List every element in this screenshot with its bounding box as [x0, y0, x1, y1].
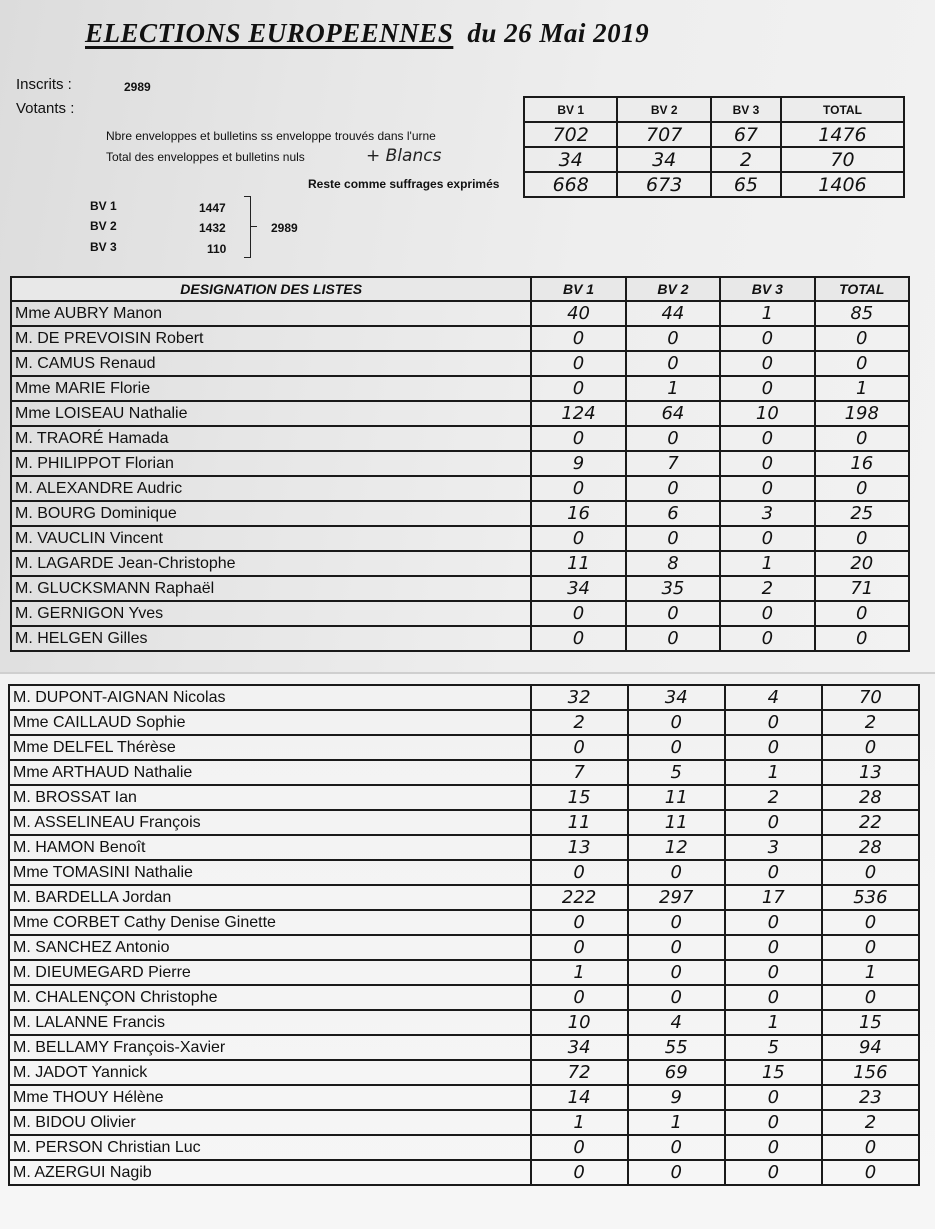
list-name-cell: M. PHILIPPOT Florian — [11, 451, 531, 476]
table-row — [11, 451, 909, 476]
bv2-cell: 1 — [626, 376, 720, 401]
bv1-cell: 0 — [531, 351, 625, 376]
bv1-cell: 13 — [531, 835, 628, 860]
table-row — [9, 685, 919, 710]
bv1-cell: 0 — [531, 1135, 628, 1160]
bv3-cell: 0 — [720, 376, 814, 401]
bv3-cell: 2 — [720, 576, 814, 601]
bv2-cell: 9 — [628, 1085, 725, 1110]
bv2-cell: 8 — [626, 551, 720, 576]
votants-label: Votants : — [16, 100, 75, 117]
bv3-cell: 0 — [725, 860, 822, 885]
list-name-cell: Mme AUBRY Manon — [11, 301, 531, 326]
title-main: ELECTIONS EUROPEENNES — [85, 18, 454, 48]
table-row — [11, 426, 909, 451]
bv2-cell: 35 — [626, 576, 720, 601]
bv1-cell: 0 — [531, 910, 628, 935]
list-name-cell: M. PERSON Christian Luc — [9, 1135, 531, 1160]
bv1-cell: 222 — [531, 885, 628, 910]
bv3-cell: 0 — [725, 1160, 822, 1185]
bv2-cell: 0 — [628, 960, 725, 985]
list-name-cell: M. JADOT Yannick — [9, 1060, 531, 1085]
bv1-cell: 1 — [531, 1110, 628, 1135]
inscrits-value: 2989 — [124, 80, 151, 94]
bureau-1-label: BV 1 — [90, 199, 117, 213]
total-cell: 85 — [815, 301, 909, 326]
list-name-cell: M. BIDOU Olivier — [9, 1110, 531, 1135]
list-name-cell: Mme CORBET Cathy Denise Ginette — [9, 910, 531, 935]
total-cell: 0 — [815, 476, 909, 501]
bv2-cell: 11 — [628, 785, 725, 810]
table-row — [11, 401, 909, 426]
total-cell: 28 — [822, 835, 919, 860]
list-name-cell: M. BELLAMY François-Xavier — [9, 1035, 531, 1060]
total-cell: 16 — [815, 451, 909, 476]
summary-cell: 70 — [781, 147, 904, 172]
bv3-cell: 0 — [725, 985, 822, 1010]
bv3-cell: 10 — [720, 401, 814, 426]
table-row — [9, 710, 919, 735]
bv3-cell: 0 — [725, 1085, 822, 1110]
list-name-cell: M. BOURG Dominique — [11, 501, 531, 526]
bv1-cell: 0 — [531, 935, 628, 960]
bv2-cell: 0 — [626, 476, 720, 501]
bv2-cell: 64 — [626, 401, 720, 426]
summary-header-total: TOTAL — [781, 97, 904, 122]
listes-table-page-2 — [8, 684, 920, 1186]
header-bv1: BV 1 — [531, 277, 625, 301]
summary-cell: 1476 — [781, 122, 904, 147]
list-name-cell: M. DUPONT-AIGNAN Nicolas — [9, 685, 531, 710]
table-row — [9, 1085, 919, 1110]
bv2-cell: 0 — [626, 526, 720, 551]
exprimes-row — [524, 172, 904, 197]
table-row — [11, 551, 909, 576]
total-cell: 0 — [815, 601, 909, 626]
list-name-cell: M. GERNIGON Yves — [11, 601, 531, 626]
table-row — [11, 301, 909, 326]
table-row — [11, 326, 909, 351]
bv1-cell: 14 — [531, 1085, 628, 1110]
summary-header-bv2: BV 2 — [617, 97, 710, 122]
list-name-cell: Mme THOUY Hélène — [9, 1085, 531, 1110]
bv3-cell: 0 — [720, 476, 814, 501]
bv3-cell: 0 — [725, 735, 822, 760]
exprimes-label: Reste comme suffrages exprimés — [308, 177, 500, 191]
total-cell: 15 — [822, 1010, 919, 1035]
bv3-cell: 5 — [725, 1035, 822, 1060]
bv1-cell: 1 — [531, 960, 628, 985]
list-name-cell: M. LALANNE Francis — [9, 1010, 531, 1035]
bv3-cell: 0 — [725, 910, 822, 935]
bv1-cell: 0 — [531, 1160, 628, 1185]
bv1-cell: 40 — [531, 301, 625, 326]
total-cell: 156 — [822, 1060, 919, 1085]
table-row — [9, 735, 919, 760]
total-cell: 1 — [822, 960, 919, 985]
summary-cell: 34 — [617, 147, 710, 172]
bv3-cell: 15 — [725, 1060, 822, 1085]
table-row — [9, 1010, 919, 1035]
bv2-cell: 0 — [626, 601, 720, 626]
list-name-cell: M. SANCHEZ Antonio — [9, 935, 531, 960]
total-cell: 198 — [815, 401, 909, 426]
bv3-cell: 0 — [720, 451, 814, 476]
table-row — [11, 351, 909, 376]
bv2-cell: 0 — [628, 935, 725, 960]
bureaux-total: 2989 — [271, 221, 298, 235]
bv3-cell: 0 — [725, 710, 822, 735]
bureau-2-value: 1432 — [199, 221, 226, 235]
bv2-cell: 0 — [626, 326, 720, 351]
bv3-cell: 3 — [725, 835, 822, 860]
header-bv3: BV 3 — [720, 277, 814, 301]
total-cell: 0 — [815, 426, 909, 451]
bv3-cell: 3 — [720, 501, 814, 526]
bv2-cell: 0 — [628, 735, 725, 760]
summary-cell: 1406 — [781, 172, 904, 197]
bv2-cell: 12 — [628, 835, 725, 860]
table-row — [9, 910, 919, 935]
inscrits-label: Inscrits : — [16, 76, 72, 93]
bv2-cell: 0 — [628, 1135, 725, 1160]
list-name-cell: Mme ARTHAUD Nathalie — [9, 760, 531, 785]
bv3-cell: 1 — [720, 551, 814, 576]
total-cell: 22 — [822, 810, 919, 835]
bv1-cell: 72 — [531, 1060, 628, 1085]
total-cell: 20 — [815, 551, 909, 576]
list-name-cell: M. AZERGUI Nagib — [9, 1160, 531, 1185]
bv1-cell: 0 — [531, 985, 628, 1010]
table-row — [11, 526, 909, 551]
list-name-cell: M. DIEUMEGARD Pierre — [9, 960, 531, 985]
bv1-cell: 0 — [531, 860, 628, 885]
bv1-cell: 0 — [531, 626, 625, 651]
list-name-cell: Mme TOMASINI Nathalie — [9, 860, 531, 885]
table-row — [9, 1110, 919, 1135]
summary-cell: 2 — [711, 147, 781, 172]
bureau-3-value: 110 — [207, 242, 227, 256]
bv2-cell: 1 — [628, 1110, 725, 1135]
summary-cell: 65 — [711, 172, 781, 197]
bureau-2-label: BV 2 — [90, 219, 117, 233]
table-row — [9, 810, 919, 835]
bureau-1-value: 1447 — [199, 201, 226, 215]
summary-cell: 67 — [711, 122, 781, 147]
document-title — [85, 18, 649, 49]
bv3-cell: 2 — [725, 785, 822, 810]
bv3-cell: 0 — [720, 526, 814, 551]
total-cell: 0 — [822, 1160, 919, 1185]
list-name-cell: M. ALEXANDRE Audric — [11, 476, 531, 501]
summary-header-bv3: BV 3 — [711, 97, 781, 122]
bureau-bracket — [244, 196, 251, 258]
bv2-cell: 0 — [628, 910, 725, 935]
list-name-cell: M. CAMUS Renaud — [11, 351, 531, 376]
total-cell: 0 — [815, 626, 909, 651]
summary-cell: 34 — [524, 147, 617, 172]
list-name-cell: M. HAMON Benoît — [9, 835, 531, 860]
bv2-cell: 7 — [626, 451, 720, 476]
bv2-cell: 4 — [628, 1010, 725, 1035]
table-row — [11, 626, 909, 651]
total-cell: 25 — [815, 501, 909, 526]
table-row — [9, 1135, 919, 1160]
list-name-cell: M. CHALENÇON Christophe — [9, 985, 531, 1010]
table-row — [9, 1035, 919, 1060]
bv3-cell: 0 — [725, 810, 822, 835]
table-row — [11, 601, 909, 626]
table-row — [11, 576, 909, 601]
total-cell: 94 — [822, 1035, 919, 1060]
list-name-cell: Mme DELFEL Thérèse — [9, 735, 531, 760]
enveloppes-row — [524, 122, 904, 147]
bv2-cell: 34 — [628, 685, 725, 710]
list-name-cell: M. LAGARDE Jean-Christophe — [11, 551, 531, 576]
bv3-cell: 1 — [725, 1010, 822, 1035]
bv3-cell: 1 — [720, 301, 814, 326]
table-row — [9, 985, 919, 1010]
bv1-cell: 0 — [531, 426, 625, 451]
list-name-cell: M. BROSSAT Ian — [9, 785, 531, 810]
list-name-cell: M. DE PREVOISIN Robert — [11, 326, 531, 351]
bv3-cell: 0 — [725, 960, 822, 985]
bv1-cell: 0 — [531, 476, 625, 501]
list-name-cell: Mme LOISEAU Nathalie — [11, 401, 531, 426]
bv2-cell: 44 — [626, 301, 720, 326]
total-cell: 0 — [822, 910, 919, 935]
bv1-cell: 10 — [531, 1010, 628, 1035]
bv2-cell: 6 — [626, 501, 720, 526]
list-name-cell: M. VAUCLIN Vincent — [11, 526, 531, 551]
list-name-cell: M. BARDELLA Jordan — [9, 885, 531, 910]
total-cell: 2 — [822, 1110, 919, 1135]
bureau-3-label: BV 3 — [90, 240, 117, 254]
table-row — [11, 376, 909, 401]
bv1-cell: 2 — [531, 710, 628, 735]
bv1-cell: 11 — [531, 551, 625, 576]
bv2-cell: 297 — [628, 885, 725, 910]
bv2-cell: 0 — [626, 426, 720, 451]
summary-cell: 707 — [617, 122, 710, 147]
table-row — [9, 785, 919, 810]
summary-cell: 668 — [524, 172, 617, 197]
total-cell: 71 — [815, 576, 909, 601]
enveloppes-label: Nbre enveloppes et bulletins ss enveloppe trouvés dans l'urne — [106, 129, 436, 143]
bv1-cell: 7 — [531, 760, 628, 785]
total-cell: 2 — [822, 710, 919, 735]
table-row — [9, 960, 919, 985]
total-cell: 536 — [822, 885, 919, 910]
total-cell: 0 — [822, 935, 919, 960]
bv3-cell: 0 — [720, 326, 814, 351]
bv3-cell: 0 — [720, 426, 814, 451]
bv2-cell: 11 — [628, 810, 725, 835]
bv1-cell: 9 — [531, 451, 625, 476]
bv1-cell: 0 — [531, 601, 625, 626]
bv2-cell: 0 — [628, 985, 725, 1010]
table-row — [9, 1060, 919, 1085]
summary-cell: 702 — [524, 122, 617, 147]
header-total: TOTAL — [815, 277, 909, 301]
bv1-cell: 0 — [531, 376, 625, 401]
list-name-cell: M. TRAORÉ Hamada — [11, 426, 531, 451]
bv2-cell: 69 — [628, 1060, 725, 1085]
total-cell: 0 — [815, 351, 909, 376]
total-cell: 0 — [822, 860, 919, 885]
total-cell: 23 — [822, 1085, 919, 1110]
table-row — [9, 1160, 919, 1185]
table-row — [11, 501, 909, 526]
summary-cell: 673 — [617, 172, 710, 197]
list-name-cell: M. GLUCKSMANN Raphaël — [11, 576, 531, 601]
list-name-cell: M. ASSELINEAU François — [9, 810, 531, 835]
bv3-cell: 0 — [725, 935, 822, 960]
blancs-handwritten: + Blancs — [366, 146, 442, 166]
total-cell: 0 — [815, 526, 909, 551]
title-date: du 26 Mai 2019 — [467, 18, 650, 48]
table-row — [9, 835, 919, 860]
bv1-cell: 34 — [531, 1035, 628, 1060]
bv1-cell: 32 — [531, 685, 628, 710]
total-cell: 0 — [822, 985, 919, 1010]
bv3-cell: 0 — [720, 601, 814, 626]
total-cell: 0 — [815, 326, 909, 351]
header-bv2: BV 2 — [626, 277, 720, 301]
total-cell: 28 — [822, 785, 919, 810]
bv3-cell: 4 — [725, 685, 822, 710]
table-row — [11, 476, 909, 501]
summary-table — [523, 96, 905, 198]
bv3-cell: 0 — [720, 351, 814, 376]
nuls-row — [524, 147, 904, 172]
table-row — [9, 885, 919, 910]
bv1-cell: 34 — [531, 576, 625, 601]
bv3-cell: 0 — [720, 626, 814, 651]
bv1-cell: 0 — [531, 526, 625, 551]
list-name-cell: M. HELGEN Gilles — [11, 626, 531, 651]
table-row — [9, 760, 919, 785]
list-name-cell: Mme CAILLAUD Sophie — [9, 710, 531, 735]
total-cell: 13 — [822, 760, 919, 785]
bv2-cell: 0 — [628, 710, 725, 735]
bv3-cell: 0 — [725, 1135, 822, 1160]
bv3-cell: 1 — [725, 760, 822, 785]
bv1-cell: 15 — [531, 785, 628, 810]
total-cell: 0 — [822, 735, 919, 760]
bv1-cell: 0 — [531, 326, 625, 351]
header-designation: DESIGNATION DES LISTES — [11, 277, 531, 301]
bv1-cell: 11 — [531, 810, 628, 835]
bv2-cell: 0 — [628, 1160, 725, 1185]
total-cell: 1 — [815, 376, 909, 401]
table-row — [9, 860, 919, 885]
total-cell: 70 — [822, 685, 919, 710]
list-name-cell: Mme MARIE Florie — [11, 376, 531, 401]
bv2-cell: 0 — [626, 351, 720, 376]
bv2-cell: 0 — [628, 860, 725, 885]
listes-table-page-1 — [10, 276, 910, 652]
bv2-cell: 55 — [628, 1035, 725, 1060]
bv3-cell: 0 — [725, 1110, 822, 1135]
total-cell: 0 — [822, 1135, 919, 1160]
bv3-cell: 17 — [725, 885, 822, 910]
bv2-cell: 5 — [628, 760, 725, 785]
summary-header-bv1: BV 1 — [524, 97, 617, 122]
nuls-label: Total des enveloppes et bulletins nuls — [106, 150, 305, 164]
bv1-cell: 124 — [531, 401, 625, 426]
bv1-cell: 0 — [531, 735, 628, 760]
bv1-cell: 16 — [531, 501, 625, 526]
bv2-cell: 0 — [626, 626, 720, 651]
table-row — [9, 935, 919, 960]
